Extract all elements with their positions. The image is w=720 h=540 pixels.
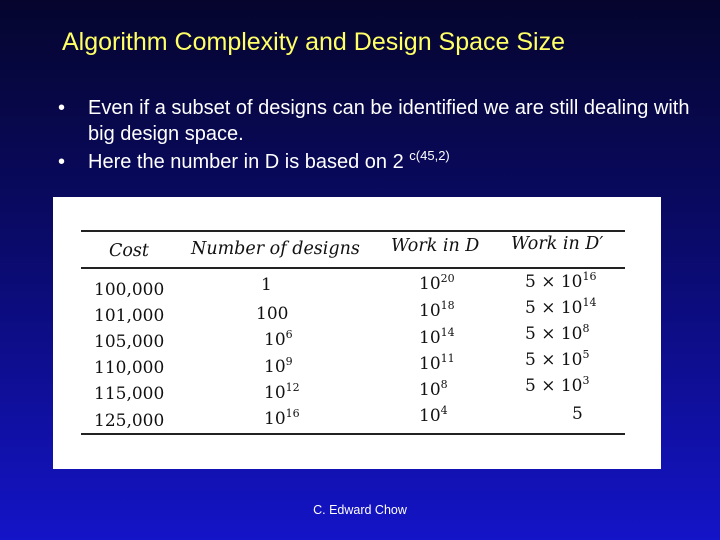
column-header-number-of-designs: Number of designs — [191, 239, 360, 259]
bullet-superscript: c(45,2) — [409, 148, 450, 163]
table-header-rule — [81, 267, 625, 269]
cell-cost: 110,000 — [94, 358, 165, 378]
cell-work-d-prime: 5 — [572, 404, 583, 424]
cell-work-d: $10^{20}$ — [419, 272, 455, 294]
cell-cost: 101,000 — [94, 306, 165, 326]
footer-author: C. Edward Chow — [313, 503, 407, 517]
cell-work-d-prime: $5 \times 10^5$ — [525, 348, 590, 370]
cell-work-d-prime: $5 \times 10^{14}$ — [525, 296, 597, 318]
cell-work-d: $10^4$ — [419, 404, 448, 426]
column-header-work-in-d: Work in D — [391, 236, 480, 256]
cell-cost: 115,000 — [94, 384, 165, 404]
bullet-text: Even if a subset of designs can be identified we are still dealing with big design space. — [88, 97, 690, 145]
slide-title: Algorithm Complexity and Design Space Size — [62, 28, 566, 56]
cell-work-d: $10^8$ — [419, 378, 448, 400]
cell-designs: $10^{12}$ — [264, 381, 300, 403]
complexity-table-figure — [53, 197, 661, 469]
bullet-marker: • — [58, 151, 66, 173]
table-bottom-rule — [81, 433, 625, 435]
column-header-cost: Cost — [109, 241, 149, 261]
cell-designs: $10^{16}$ — [264, 407, 300, 429]
bullet-marker: • — [58, 97, 66, 119]
cell-designs: $10^6$ — [264, 328, 293, 350]
cell-work-d: $10^{14}$ — [419, 326, 455, 348]
cell-cost: 125,000 — [94, 411, 165, 431]
cell-work-d-prime: $5 \times 10^8$ — [525, 322, 590, 344]
cell-work-d: $10^{11}$ — [419, 352, 455, 374]
bullet-list — [58, 95, 698, 177]
cell-cost: 105,000 — [94, 332, 165, 352]
bullet-item — [58, 95, 698, 147]
cell-work-d-prime: $5 \times 10^{16}$ — [525, 270, 597, 292]
cell-designs: $10^9$ — [264, 355, 293, 377]
bullet-text: Here the number in D is based on 2 — [88, 151, 410, 173]
cell-designs: 1 — [261, 275, 272, 295]
cell-designs: 100 — [256, 304, 289, 324]
cell-work-d: $10^{18}$ — [419, 299, 455, 321]
cell-cost: 100,000 — [94, 280, 165, 300]
column-header-work-in-d-prime: Work in D′ — [511, 234, 604, 254]
cell-work-d-prime: $5 \times 10^3$ — [525, 374, 590, 396]
bullet-item — [58, 149, 698, 175]
table-top-rule — [81, 230, 625, 232]
